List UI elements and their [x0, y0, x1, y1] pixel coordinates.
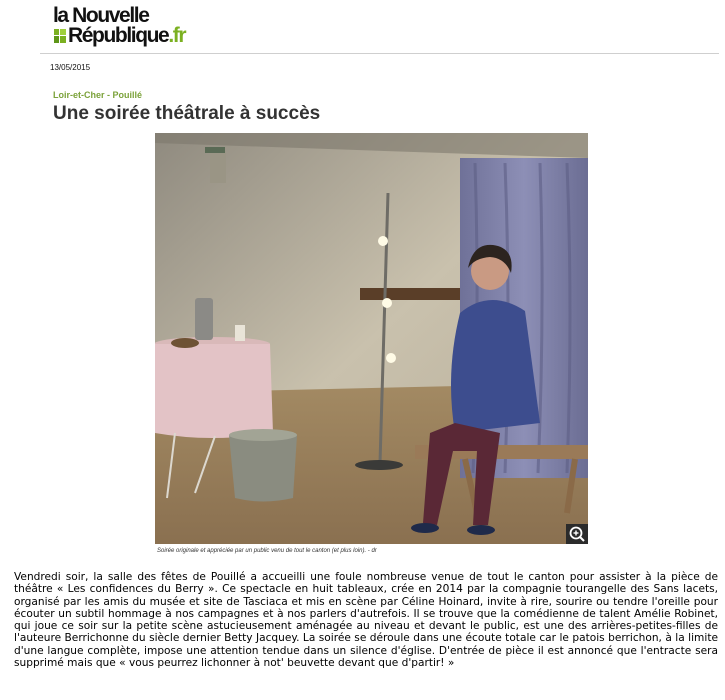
article-photo[interactable] [155, 133, 588, 544]
site-logo[interactable] [53, 6, 213, 48]
logo-leaf-icon [53, 28, 67, 44]
header-divider [40, 53, 719, 54]
article-title: Une soirée théâtrale à succès [53, 103, 321, 124]
article-date: 13/05/2015 [50, 63, 91, 72]
article-section[interactable]: Loir-et-Cher - Pouillé [53, 90, 143, 100]
stage-scene-illustration [155, 133, 588, 544]
zoom-button[interactable] [566, 524, 588, 544]
logo-wordmark: République [68, 24, 169, 47]
magnifier-plus-icon [566, 524, 588, 544]
photo-caption: Soirée originale et appréciée par un public venu de tout le canton (et plus loin). - dr [157, 548, 377, 554]
article-body: Vendredi soir, la salle des fêtes de Pouillé a accueilli une foule nombreuse venue de tout le canton pour assister à la pièce de théâtre « Les confidences du Berry ». Ce spectacle en huit tableaux, crée en 2014 par la compagnie tourangelle des Sans lacets, organisé par les amis du musée et site de Tasciaca et mis en scène par Céline Hoinard, invite à rire, sourire ou tendre l'oreille pour écouter un subtil hommage à nos campagnes et à nos parlers d'autrefois. Il se trouve que la comédienne de talent Amélie Robinet, qui joue ce soir sur la petite scène astucieusement aménagée au niveau et devant le public, est une des arrières-petites-filles de l'auteure Berrichonne du siècle dernier Betty Jacquey. La soirée se déroule dans une écoute totale car le patois berrichon, à la limite d'une langue complète, impose une attention tendue dans un silence d'église. D'entrée de pièce il est annoncé que l'entracte sera supprimé mais que « vous peurrez lichonner à not' beuvette devant que d'partir! » [14, 571, 718, 670]
logo-line-2 [53, 25, 185, 47]
logo-line-1: la Nouvelle [53, 4, 149, 27]
logo-domain-suffix: .fr [168, 24, 186, 47]
